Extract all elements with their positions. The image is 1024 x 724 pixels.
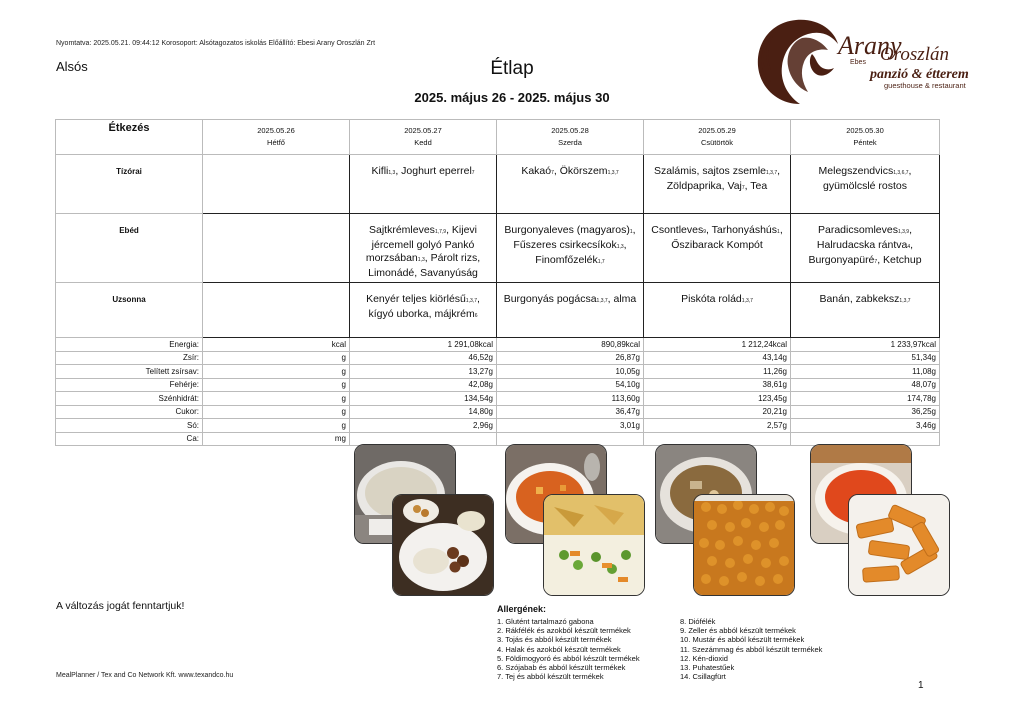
day-header-row [56,120,940,155]
allergen-item: 6. Szójabab és abból készült termékek [497,663,626,673]
food-item: Banán, zabkeksz [819,293,900,305]
food-item: , Ketchup [877,254,922,266]
nutrient-label: Szénhidrát: [56,392,203,406]
food-item: , Finomfőzelék [535,239,627,266]
food-item: , gyümölcslé rostos [822,165,912,192]
food-item: , Burgonyapüré [808,239,914,266]
nutrient-value: 38,61g [644,378,791,392]
allergen-codes: 9 [703,229,706,235]
food-item: , Kijevi jércemell golyó Pankó morzsában [365,224,477,264]
day-date: 2025.05.27 [404,126,442,135]
nutrient-value: 2,96g [350,419,497,433]
page-number: 1 [918,680,924,691]
vegetable-stew-photo [543,494,645,596]
meal-cell [644,283,791,338]
allergen-item: 2. Rákfélék és azokból készült termékek [497,626,631,636]
tarhonya-photo [693,494,795,596]
nutrient-label: Fehérje: [56,378,203,392]
nutrient-value: 20,21g [644,405,791,419]
arany-oroszlan-logo [752,16,982,108]
meal-cell [497,283,644,338]
allergen-codes: 7 [471,170,475,176]
allergen-item: 5. Földimogyoró és abból készült termékek [497,653,640,663]
nutrient-value: 42,08g [350,378,497,392]
allergen-codes: 1 [629,229,633,235]
allergen-item: 7. Tej és abból készült termékek [497,672,604,682]
meal-row [56,214,940,283]
food-item: Paradicsomleves [818,224,898,236]
nutrition-row [56,338,940,352]
fish-fingers-photo [848,494,950,596]
meal-cell [203,155,350,214]
disclaimer-note: A változás jogát fenntartjuk! [56,600,185,612]
allergen-codes: 7 [874,259,878,265]
nutrient-value: 36,25g [791,405,940,419]
day-name: Kedd [414,138,432,147]
food-item: , Párolt rizs, Limonádé, Savanyúság [368,252,481,279]
allergen-list-right [680,617,880,681]
allergen-item: 3. Tojás és abból készült termékek [497,635,612,645]
nutrient-value: 36,47g [497,405,644,419]
nutrient-value: 13,27g [350,365,497,379]
meal-cell [791,155,940,214]
allergen-codes: 6 [474,313,478,319]
allergen-codes: 7 [551,170,554,176]
nutrient-unit: kcal [203,338,350,352]
allergen-codes: 1 [777,229,780,235]
food-item: Csontleves [651,224,704,236]
food-item: Melegszendvics [818,165,894,177]
meal-cell [497,155,644,214]
food-item: Kifli [371,165,389,177]
nutrient-unit: mg [203,432,350,446]
food-item: , Tea [744,180,768,192]
meatball-rice-photo [392,494,494,596]
allergen-codes: 1,3,7 [741,298,753,304]
meal-label: Ebéd [56,214,203,283]
day-header-2 [350,120,497,155]
day-name: Csütörtök [700,138,734,147]
day-date: 2025.05.28 [551,126,589,135]
allergen-codes: 1,3 [417,257,425,263]
meal-cell [350,283,497,338]
nutrient-value: 14,80g [350,405,497,419]
allergen-item: 9. Zeller és abból készült termékek [680,626,796,636]
logo-tagline: panzió & étterem [870,67,969,82]
day-header-1 [203,120,350,155]
allergen-legend [497,604,823,682]
food-item: Piskóta rolád [681,293,742,305]
food-item: Sajtkrémleves [368,224,435,236]
meal-cell [644,155,791,214]
meal-row [56,155,940,214]
food-item: , Zöldpaprika, Vaj [666,165,781,192]
nutrition-row [56,351,940,365]
allergen-item: 12. Kén-dioxid [680,653,728,663]
allergen-item: 8. Diófélék [680,617,716,626]
allergen-item: 11. Szezámmag és abból készült termékek [680,644,823,654]
software-credit: MealPlanner / Tex and Co Network Kft. www.texandco.hu [56,672,234,679]
day-date: 2025.05.30 [846,126,884,135]
allergen-codes: 1,3,6,7 [893,170,909,176]
day-name: Hétfő [267,138,285,147]
nutrient-unit: g [203,365,350,379]
allergen-codes: 1,3,9 [897,229,910,235]
page-title: Étlap [490,58,534,79]
meal-cell [791,283,940,338]
day-name: Szerda [558,138,582,147]
food-item: , kígyó uborka, májkrém [368,293,480,320]
day-date: 2025.05.29 [698,126,736,135]
food-item: , Fűszeres csirkecsíkok [513,224,636,251]
nutrient-value: 26,87g [497,351,644,365]
meal-cell [644,214,791,283]
food-item: Kakaó [521,165,552,177]
age-group-label: Alsós [56,59,88,74]
nutrient-unit: g [203,378,350,392]
nutrient-unit: g [203,405,350,419]
nutrient-value: 123,45g [644,392,791,406]
logo-word-ebes: Ebes [850,59,866,66]
logo-word-arany: Arany [838,31,902,60]
nutrient-value: 2,57g [644,419,791,433]
nutrition-row [56,365,940,379]
nutrient-value: 48,07g [791,378,940,392]
allergen-codes: 1,3 [616,244,624,250]
nutrition-row [56,432,940,446]
food-item: , Joghurt eperrel [395,165,472,177]
nutrient-label: Cukor: [56,405,203,419]
allergen-codes: 1,7 [597,259,605,265]
nutrition-row [56,405,940,419]
nutrient-value: 3,46g [791,419,940,433]
day-header-4 [644,120,791,155]
print-info: Nyomtatva: 2025.05.21. 09:44:12 Korosoport: Alsótagozatos iskolás Előállító: Ebesi Arany Oroszlán Zrt [56,40,376,47]
allergen-item: 1. Glutént tartalmazó gabona [497,617,594,626]
meal-column-header: Étkezés [56,120,203,155]
allergen-item: 14. Csillagfürt [680,672,726,682]
day-name: Péntek [853,138,877,147]
nutrient-value: 10,05g [497,365,644,379]
food-item: , Ökörszem [553,165,608,177]
food-item: , alma [607,293,637,305]
meal-cell [350,214,497,283]
nutrient-unit: g [203,392,350,406]
nutrient-value: 1 212,24kcal [644,338,791,352]
nutrient-value: 113,60g [497,392,644,406]
nutrient-label: Zsír: [56,351,203,365]
nutrient-value: 890,89kcal [497,338,644,352]
allergen-codes: 7 [741,185,745,191]
day-header-3 [497,120,644,155]
allergen-list-left [497,617,697,681]
nutrient-value: 1 291,08kcal [350,338,497,352]
nutrient-value: 11,08g [791,365,940,379]
nutrient-value: 1 233,97kcal [791,338,940,352]
nutrient-label: Energia: [56,338,203,352]
menu-table [55,119,940,446]
food-item: , Őszibarack Kompót [671,224,783,251]
allergen-heading: Allergének: [497,604,547,614]
allergen-codes: 1,3,7 [899,298,911,304]
nutrient-unit: g [203,419,350,433]
food-item: Burgonyás pogácsa [503,293,597,305]
food-item: Burgonyaleves (magyaros) [504,224,630,236]
meal-label: Uzsonna [56,283,203,338]
allergen-codes: 1,3,7 [766,170,778,176]
nutrient-label: Ca: [56,432,203,446]
logo-word-oroszlan: Oroszlán [880,44,949,65]
nutrition-row [56,419,940,433]
date-range: 2025. május 26 - 2025. május 30 [414,90,610,105]
allergen-codes: 1,3,7 [596,298,608,304]
allergen-codes: 1,3,7 [607,170,619,176]
meal-label: Tízórai [56,155,203,214]
nutrient-value: 46,52g [350,351,497,365]
nutrition-row [56,392,940,406]
meal-cell [203,283,350,338]
allergen-codes: 1,7,9 [434,229,447,235]
nutrient-value: 134,54g [350,392,497,406]
meal-cell [497,214,644,283]
logo-subline: guesthouse & restaurant [884,81,966,90]
meal-cell [791,214,940,283]
meal-cell [350,155,497,214]
nutrient-value: 174,78g [791,392,940,406]
food-item: Szalámis, sajtos zsemle [653,165,766,177]
nutrient-label: Só: [56,419,203,433]
allergen-codes: 1,3 [388,170,396,176]
allergen-item: 4. Halak és azokból készült termékek [497,644,621,654]
food-item: , Halrudacska rántva [816,224,912,251]
nutrient-value: 11,26g [644,365,791,379]
allergen-item: 13. Puhatestűek [680,663,735,673]
food-item: , Tarhonyáshús [706,224,778,236]
nutrient-value: 54,10g [497,378,644,392]
nutrient-label: Telített zsírsav: [56,365,203,379]
nutrient-unit: g [203,351,350,365]
day-date: 2025.05.26 [257,126,295,135]
nutrient-value: 3,01g [497,419,644,433]
nutrition-row [56,378,940,392]
allergen-codes: 1,3,7 [465,298,477,304]
nutrient-value: 43,14g [644,351,791,365]
meal-cell [203,214,350,283]
allergen-codes: 4 [907,244,911,250]
food-item: Kenyér teljes kiörlésű [366,293,466,305]
meal-row [56,283,940,338]
day-header-5 [791,120,940,155]
allergen-item: 10. Mustár és abból készült termékek [680,635,805,645]
nutrient-value: 51,34g [791,351,940,365]
